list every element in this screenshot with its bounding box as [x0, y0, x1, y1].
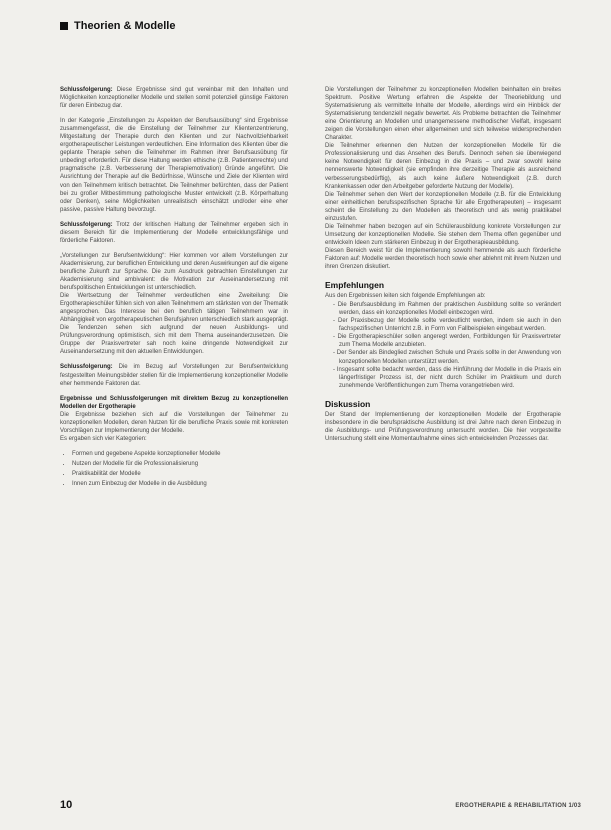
list-item: • Praktikabilität der Modelle: [72, 470, 288, 478]
left-column: [60, 86, 288, 490]
page-number: 10: [60, 799, 73, 811]
paragraph: [60, 221, 288, 245]
paragraph: Die Ergebnisse beziehen sich auf die Vorstellungen der Teilnehmer zu konzeptionellen Modellen, deren Nutzen für die berufliche Praxis sowie mit konkreten Vorschlägen zur Implementierung der Modelle. Es ergaben sich vier Kategorien:: [60, 411, 288, 442]
paragraph: Die Vorstellungen der Teilnehmer zu konzeptionellen Modellen beinhalten ein breites Spektrum. Positive Wertung erfahren die Aspekte der Theoriebildung und Systematisierung als vermittelte Inhalte der Modelle, allerdings wird ein Hinblick der Systematisierung tendenziell negativ bewertet. Als Probleme betrachten die Teilnehmer eine Orientierung an Modellen und unangemessene methodischer Vielfalt, insgesamt zeigen die Vorstellungen einen eher allgemeinen und sich teilweise widersprechenden Charakter. Die Teilnehmer erkennen den Nutzen der konzeptionellen Modelle für die Professionalisierung und das Ansehen des Berufs. Dennoch sehen sie überwiegend keine Notwendigkeit für deren Einbezug in die Praxis – und zwar sowohl keine nennenswerte Notwendigkeit (sie empfinden ihre derzeitige Therapie als ausreichend verbesserungsbedürftig), als auch keine äußere Notwendigkeit (z.B. durch Krankenkassen oder den Arbeitgeber geforderte Nutzung der Modelle). Die Teilnehmer sehen den Wert der konzeptionellen Modelle (z.B. für die Entwicklung einer einheitlichen berufsspezifischen Sprache für alle Ergotherapeuten) – insgesamt scheint die Einstellung zu den Modellen als theoretisch und als wenig praktikabel einzustufen. Die Teilnehmer haben bezogen auf ein Schülerausbildung konkrete Vorstellungen zur Umsetzung der konzeptionellen Modelle. Sie stehen dem Thema offen gegenüber und entwickeln Ideen zum stärkeren Einbezug in der Ergotherapieausbildung. Diesen Bereich weist für die Implementierung sowohl hemmende als auch förderliche Faktoren auf: Modelle werden theoretisch hoch sowie eher ablehnt mit ihrem Nutzen und ihren Grenzen diskutiert.: [325, 87, 561, 271]
list-item: - Die Ergotherapieschüler sollen angeregt werden, Fortbildungen für Praxisvertreter zum Thema Modelle anzubieten.: [333, 333, 561, 349]
category-list: [60, 450, 288, 488]
recommendation-list: [325, 301, 561, 390]
paragraph: [60, 363, 288, 387]
paragraph: In der Kategorie „Einstellungen zu Aspekten der Berufsausübung“ sind Ergebnisse zusammengefasst, die die Einstellung der Teilnehmer zur Klientenzentrierung, Mitgestaltung der Therapie durch den Klienten und zur Nachvollziehbarkeit ergotherapeutischer Leistungen verdeutlichen. Eine Information des Klienten über die geplante Therapie sehen die Teilnehmer im Rahmen ihrer Berufsausübung für unbedingt erforderlich. Für diese Haltung werden ethische (z.B. Patientenrechte) und pragmatische (z.B. Verbesserung der Therapiemotivation) Gründe angeführt. Die Ausrichtung der Therapie auf die Bedürfnisse, Wünsche und Ziele der Klienten wird von den Teilnehmern kritisch betrachtet. Die Teilnehmer befürchten, dass der Patient bei zu großer Mitbestimmung pathologische Muster entwickelt (z.B. Körperhaltung oder Denken), seine Möglichkeiten unrealistisch einschätzt und/oder eine eher passive, passive Haltung bevorzugt.: [60, 118, 288, 213]
section-title: Theorien & Modelle: [74, 20, 176, 32]
list-item: • Formen und gegebene Aspekte konzeptioneller Modelle: [72, 450, 288, 458]
empfehlungen-heading: Empfehlungen: [325, 280, 385, 291]
paragraph: Der Stand der Implementierung der konzeptionellen Modelle der Ergotherapie insbesondere in die berufspraktische Ausbildung ist drei Jahre nach deren Einbezug in die Ausbildungs- und Prüfungsverordnung untersucht worden. Die hier vorgestellte Untersuchung stellt eine Momentaufnahme eines sich entwickelnden Prozesses dar.: [325, 411, 561, 442]
list-item: - Die Berufsausbildung im Rahmen der praktischen Ausbildung sollte so verändert werden, dass ein konzeptionelles Modell einbezogen wird.: [333, 301, 561, 317]
paragraph: Aus den Ergebnissen leiten sich folgende Empfehlungen ab:: [325, 293, 486, 300]
right-column: [325, 86, 561, 450]
list-item: - Der Sender als Bindeglied zwischen Schule und Praxis sollte in der Anwendung von konzeptionellen Modellen unterstützt werden.: [333, 349, 561, 365]
list-item: • Innen zum Einbezug der Modelle in die Ausbildung: [72, 480, 288, 488]
list-item: • Nutzen der Modelle für die Professionalisierung: [72, 460, 288, 468]
list-item: - Der Praxisbezug der Modelle sollte verdeutlicht werden, indem sie auch in den fachspezifischen Unterricht z.B. in Form von Fallbeispielen eingebaut werden.: [333, 317, 561, 333]
list-item: - Insgesamt sollte bedacht werden, dass die Hinführung der Modelle in die Praxis ein längerfristiger Prozess ist, der nicht durch Schüler im Praktikum und durch zunehmende Veröffentlichungen zum Thema vorangetrieben wird.: [333, 366, 561, 390]
paragraph-lead: Schlussfolgerung:: [60, 221, 113, 228]
paragraph: „Vorstellungen zur Berufsentwicklung“: Hier kommen vor allem Vorstellungen zur Akademisierung, zur beruflichen Entwicklung und deren Auswirkungen auf die eigene berufliche Zukunft zur Sprache. Die zum Ausdruck gebrachten Einstellungen zur Akademisierung sind ambivalent: die Motivation zur Auseinandersetzung mit berufspolitischen Entwicklungen ist unterschiedlich. Die Wertsetzung der Teilnehmer verdeutlichen eine Zweiteilung: Die Ergotherapieschüler fühlen sich von allen Teilnehmern am stärksten von der Thematik angesprochen. Das Interesse bei den beruflich tätigen Teilnehmern war in Abhängigkeit von ergotherapeutischen Berufsjahren unterschiedlich stark ausgeprägt. Die Tendenzen sehen sich aufgrund der neuen Ausbildungs- und Prüfungsverordnung optimistisch, sich mit dem Thema auseinanderzusetzen. Die Gruppe der Praxisvertreter sah noch keine dringende Notwendigkeit zur Auseinandersetzung mit den aktuellen Entwicklungen.: [60, 252, 288, 356]
paragraph-text: Die im Bezug auf Vorstellungen zur Berufsentwicklung festgestellten Meinungsbilder stellen für die Implementierung konzeptioneller Modelle eher hemmende Faktoren dar.: [60, 364, 288, 387]
paragraph: [60, 86, 288, 110]
journal-footer: ERGOTHERAPIE & REHABILITATION 1/03: [455, 803, 581, 809]
paragraph-text: Diese Ergebnisse sind gut vereinbar mit den Inhalten und Möglichkeiten konzeptioneller Modelle und stellen somit potenziell günstige Faktoren für deren Einbezug dar.: [60, 87, 288, 110]
page-header: [60, 20, 175, 32]
paragraph-text: Trotz der kritischen Haltung der Teilnehmer ergeben sich in diesem Bereich für die Implementierung der Modelle entwicklungsfähige und förderliche Faktoren.: [60, 221, 288, 244]
header-square-icon: [60, 22, 68, 30]
diskussion-heading: Diskussion: [325, 398, 371, 409]
paragraph-lead: Schlussfolgerung:: [60, 87, 113, 93]
paragraph-lead: Schlussfolgerung:: [60, 364, 113, 371]
subsection-heading: Ergebnisse und Schlussfolgerungen mit direktem Bezug zu konzeptionellen Modellen der Ergotherapie: [60, 395, 288, 410]
